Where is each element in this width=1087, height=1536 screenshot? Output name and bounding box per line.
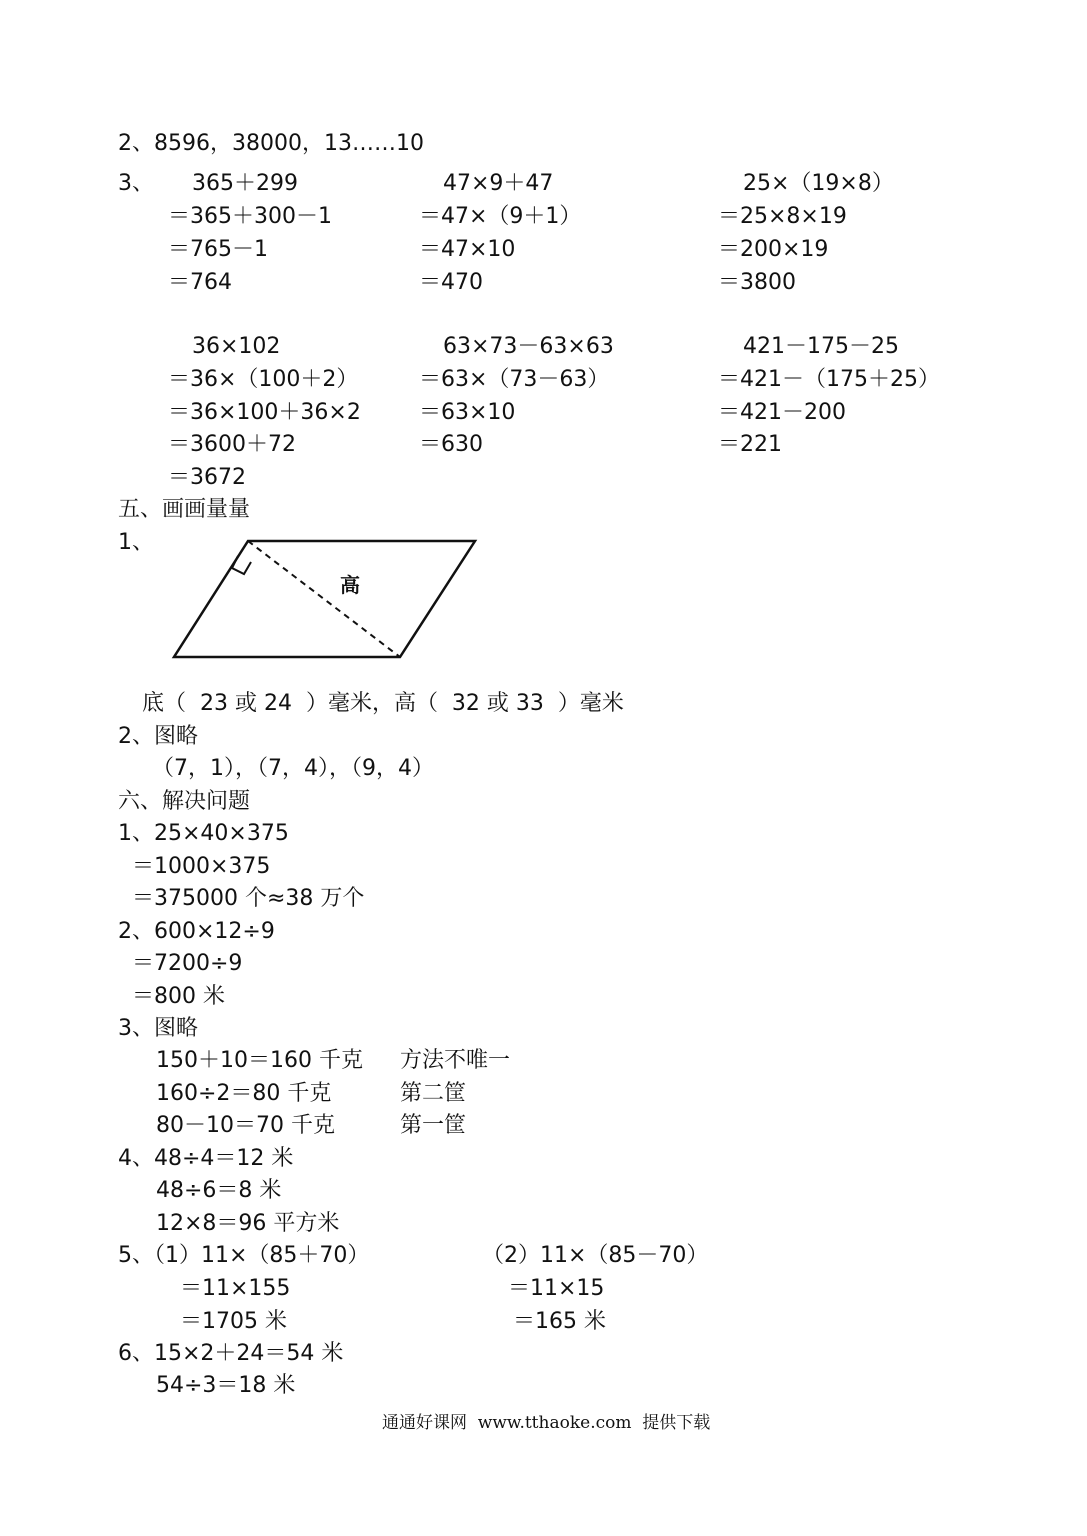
calc-line: ＝63×（73－63） — [419, 367, 610, 392]
q5-left-line: ＝11×155 — [180, 1276, 291, 1301]
q4-line: 48÷6＝8 米 — [156, 1178, 282, 1203]
q5-left-line: 5、（1）11×（85＋70） — [118, 1243, 370, 1268]
q1-line: ＝375000 个≈38 万个 — [132, 886, 365, 911]
calc-line: ＝630 — [419, 432, 483, 457]
answer-4-2: 2、8596，38000，13……10 — [118, 131, 424, 156]
parallelogram-shape — [174, 541, 475, 657]
q3-note: 方法不唯一 — [400, 1048, 511, 1073]
calc-line: ＝421－200 — [718, 400, 846, 425]
calc-line: 365＋299 — [192, 171, 298, 196]
q6-line: 6、15×2＋24＝54 米 — [118, 1341, 344, 1366]
calc-line: 25×（19×8） — [743, 171, 894, 196]
calc-line: 36×102 — [192, 334, 281, 359]
height-dashed-line — [248, 541, 400, 657]
q5-right-line: ＝11×15 — [508, 1276, 605, 1301]
q3-line: 150＋10＝160 千克 — [156, 1048, 363, 1073]
calc-line: ＝36×100＋36×2 — [168, 400, 361, 425]
q2-line: ＝7200÷9 — [132, 951, 243, 976]
parallelogram-figure — [160, 532, 490, 672]
q3-note: 第二筐 — [400, 1081, 467, 1106]
q3-line: 160÷2＝80 千克 — [156, 1081, 332, 1106]
q4-line: 12×8＝96 平方米 — [156, 1211, 340, 1236]
calc-line: ＝421－（175＋25） — [718, 367, 940, 392]
section-6-title: 六、解决问题 — [118, 789, 251, 814]
calc-line: ＝47×（9＋1） — [419, 204, 582, 229]
q3-note: 第一筐 — [400, 1113, 467, 1138]
calc-line: 63×73－63×63 — [443, 334, 614, 359]
q3-line: 80－10＝70 千克 — [156, 1113, 335, 1138]
calc-line: ＝63×10 — [419, 400, 516, 425]
calc-line: ＝25×8×19 — [718, 204, 847, 229]
calc-line: ＝365＋300－1 — [168, 204, 332, 229]
q4-line: 4、48÷4＝12 米 — [118, 1146, 294, 1171]
calc-line: ＝470 — [419, 270, 483, 295]
calc-line: ＝764 — [168, 270, 232, 295]
section-5-title: 五、画画量量 — [118, 497, 251, 522]
calc-line: ＝3800 — [718, 270, 796, 295]
q1-line: ＝1000×375 — [132, 854, 271, 879]
calc-line: ＝3600＋72 — [168, 432, 296, 457]
calc-line: ＝36×（100＋2） — [168, 367, 359, 392]
coordinates: （7，1），（7，4），（9，4） — [152, 756, 434, 781]
calc-line: 47×9＋47 — [443, 171, 554, 196]
q6-line: 54÷3＝18 米 — [156, 1373, 296, 1398]
answer-5-2: 2、图略 — [118, 724, 198, 749]
q3-title: 3、图略 — [118, 1016, 198, 1041]
calc-line: 421－175－25 — [743, 334, 899, 359]
answer-5-1-label: 1、 — [118, 530, 154, 555]
right-angle-mark — [232, 556, 251, 574]
height-label: 高 — [340, 573, 360, 597]
measure-answer: 底（ 23 或 24 ）毫米，高（ 32 或 33 ）毫米 — [142, 691, 624, 716]
calc-line: ＝221 — [718, 432, 782, 457]
calc-line: ＝47×10 — [419, 237, 516, 262]
q2-line: 2、600×12÷9 — [118, 919, 275, 944]
q5-right-line: ＝165 米 — [513, 1309, 606, 1334]
q2-line: ＝800 米 — [132, 984, 225, 1009]
page-footer: 通通好课网 www.tthaoke.com 提供下载 — [382, 1413, 711, 1433]
q5-left-line: ＝1705 米 — [180, 1309, 287, 1334]
q1-line: 1、25×40×375 — [118, 821, 289, 846]
answer-4-3-label: 3、 — [118, 171, 154, 196]
calc-line: ＝765－1 — [168, 237, 268, 262]
calc-line: ＝200×19 — [718, 237, 829, 262]
q5-right-line: （2）11×（85－70） — [482, 1243, 709, 1268]
calc-line: ＝3672 — [168, 465, 246, 490]
